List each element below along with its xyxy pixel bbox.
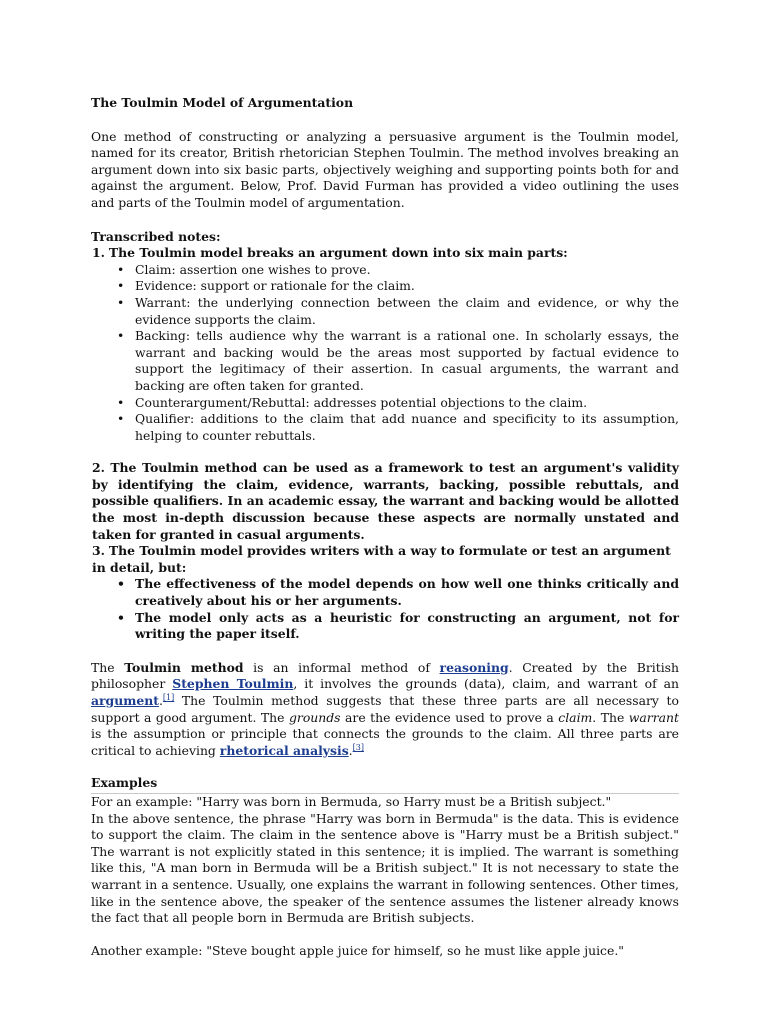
limitations-list	[91, 576, 679, 642]
text-run: . Created by the British philosopher	[91, 659, 679, 692]
notes-heading: Transcribed notes:	[91, 228, 221, 244]
link-reasoning[interactable]: reasoning	[439, 659, 509, 675]
term-claim: claim	[558, 709, 593, 725]
link-stephen-toulmin[interactable]: Stephen Toulmin	[172, 676, 294, 692]
example-explanation: In the above sentence, the phrase "Harry was born in Bermuda" is the data. This is evidence to support the claim. The claim in the sentence above is "Harry must be a British subject." The warrant is not explicitly stated in this sentence; it is implied. The warrant is something like this, "A man born in Bermuda will be a British subject." It is not necessary to state the warrant in a sentence. Usually, one explains the warrant in following sentences. Other times, like in the sentence above, the speaker of the sentence assumes the listener already knows the fact that all people born in Bermuda are British subjects.	[91, 810, 679, 926]
text-run: is an informal method of	[243, 659, 440, 675]
reference-3[interactable]: [3]	[352, 742, 364, 752]
toulmin-method-paragraph: The Toulmin method is an informal method of reasoning. Created by the British philosopher Stephen Toulmin, it involves the grounds (data), claim, and warrant of an argument.[1] The Toulmin method suggests that these three parts are all necessary to support a good argument. The grounds are the evidence used to prove a claim. The warrant is the assumption or principle that connects the grounds to the claim. All three parts are critical to achieving rhetorical analysis.[3]	[91, 659, 679, 758]
intro-paragraph: One method of constructing or analyzing a persuasive argument is the Toulmin model, named for its creator, British rhetorician Stephen Toulmin. The method involves breaking an argument down into six basic parts, objectively weighing and supporting points both for and against the argument. Below, Prof. David Furman has provided a video outlining the uses and parts of the Toulmin model of argumentation.	[91, 128, 679, 210]
term-grounds: grounds	[288, 709, 341, 725]
list-item: • Qualifier: additions to the claim that add nuance and specificity to its assumption, helping to counter rebuttals.	[115, 411, 679, 444]
text-run: is the assumption or principle that connects the grounds to the claim. All three parts are critical to achieving	[91, 726, 679, 758]
list-item: • The effectiveness of the model depends on how well one thinks critically and creatively about his or her arguments.	[115, 576, 679, 609]
example-1: For an example: "Harry was born in Bermuda, so Harry must be a British subject."	[91, 793, 612, 809]
document-title: The Toulmin Model of Argumentation	[91, 95, 354, 110]
text-run: , it involves the grounds (data), claim, and warrant of an	[293, 676, 679, 692]
term-warrant: warrant	[628, 709, 679, 725]
examples-heading: Examples	[91, 775, 679, 794]
numbered-point-3	[92, 543, 679, 576]
link-rhetorical-analysis[interactable]: rhetorical analysis	[219, 742, 349, 758]
numbered-point-2	[92, 460, 679, 543]
numbered-point-1	[92, 245, 679, 262]
list-item: • Counterargument/Rebuttal: addresses potential objections to the claim.	[115, 395, 679, 412]
point-text: The Toulmin model breaks an argument down into six main parts:	[108, 245, 568, 261]
list-item: • Warrant: the underlying connection between the claim and evidence, or why the evidence supports the claim.	[115, 295, 679, 328]
list-item: • The model only acts as a heuristic for constructing an argument, not for writing the paper itself.	[115, 610, 679, 643]
text-run: are the evidence used to prove a	[340, 709, 559, 725]
point-text: The Toulmin method can be used as a framework to test an argument's validity by identifying the claim, evidence, warrants, backing, possible rebuttals, and possible qualifiers. In an academic essay, the warrant and backing would be allotted the most in-depth discussion because these aspects are normally unstated and taken for granted in casual arguments.	[92, 460, 679, 542]
text-run: . The	[592, 709, 629, 725]
text-run-bold: Toulmin method	[124, 659, 244, 675]
text-run: The	[91, 659, 125, 675]
link-argument[interactable]: argument	[91, 693, 159, 708]
point-number: 3.	[92, 543, 105, 559]
text-run: The Toulmin method suggests that these three parts are all necessary to support a good argument. The	[91, 693, 679, 725]
list-item: • Backing: tells audience why the warrant is a rational one. In scholarly essays, the warrant and backing would be the areas most supported by factual evidence to support the legitimacy of their assertion. In casual arguments, the warrant and backing are often taken for granted.	[115, 328, 679, 394]
list-item: • Claim: assertion one wishes to prove.	[115, 262, 679, 279]
point-number: 1.	[92, 245, 105, 261]
reference-1[interactable]: [1]	[162, 692, 175, 702]
parts-list	[91, 262, 679, 445]
point-number: 2.	[92, 460, 105, 476]
list-item: • Evidence: support or rationale for the claim.	[115, 278, 679, 295]
point-text: The Toulmin model provides writers with a way to formulate or test an argument in detail, but:	[92, 543, 671, 575]
example-2: Another example: "Steve bought apple juice for himself, so he must like apple juice."	[91, 942, 624, 958]
